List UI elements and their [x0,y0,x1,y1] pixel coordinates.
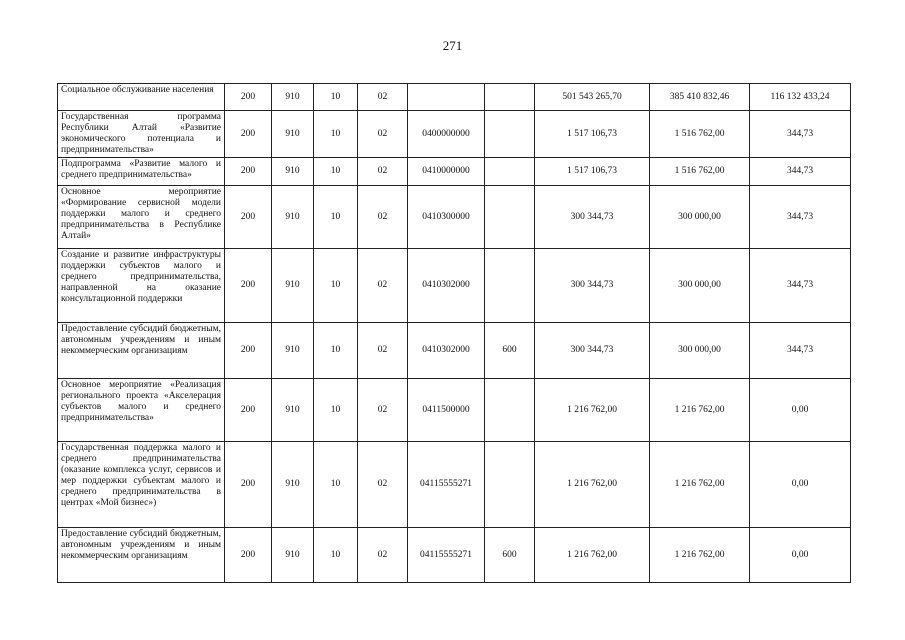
col-section-cell: 10 [314,323,358,379]
col-executed-cell: 300 000,00 [650,323,750,379]
col-executed-cell: 300 000,00 [650,249,750,323]
col-subsection-cell: 02 [358,186,408,249]
row-name-cell: Государственная поддержка малого и среднего предпринимательства (оказание комплекса услуг, сервисов и мер поддержки субъектам малого и среднего предпринимательства в центрах «Мой бизнес») [58,442,225,528]
col-rz-cell: 200 [225,84,272,111]
col-approved-cell: 501 543 265,70 [535,84,650,111]
col-subsection-cell: 02 [358,158,408,186]
col-target-article-cell: 0410302000 [408,249,485,323]
col-expense-type-cell [485,186,535,249]
col-target-article-cell [408,84,485,111]
col-executed-cell: 385 410 832,46 [650,84,750,111]
table-row [58,158,851,186]
col-subsection-cell: 02 [358,111,408,158]
col-grbs-cell: 910 [272,158,314,186]
col-target-article-cell: 04115555271 [408,442,485,528]
col-section-cell: 10 [314,249,358,323]
col-approved-cell: 1 216 762,00 [535,442,650,528]
col-unexecuted-cell: 0,00 [750,379,851,442]
col-unexecuted-cell: 344,73 [750,249,851,323]
col-executed-cell: 1 516 762,00 [650,158,750,186]
col-executed-cell: 1 516 762,00 [650,111,750,158]
col-executed-cell: 1 216 762,00 [650,379,750,442]
page-number: 271 [442,38,463,53]
col-unexecuted-cell: 0,00 [750,442,851,528]
col-unexecuted-cell: 344,73 [750,158,851,186]
col-approved-cell: 300 344,73 [535,323,650,379]
col-target-article-cell: 0410302000 [408,323,485,379]
col-section-cell: 10 [314,186,358,249]
col-expense-type-cell [485,158,535,186]
budget-table [57,83,851,583]
col-approved-cell: 1 216 762,00 [535,528,650,583]
col-expense-type-cell [485,442,535,528]
col-approved-cell: 300 344,73 [535,186,650,249]
col-executed-cell: 1 216 762,00 [650,442,750,528]
col-rz-cell: 200 [225,186,272,249]
col-expense-type-cell [485,379,535,442]
col-expense-type-cell [485,84,535,111]
col-rz-cell: 200 [225,442,272,528]
col-section-cell: 10 [314,528,358,583]
table-row [58,442,851,528]
row-name-cell: Подпрограмма «Развитие малого и среднего предпринимательства» [58,158,225,186]
row-name-cell: Предоставление субсидий бюджетным, автономным учреждениям и иным некоммерческим организациям [58,323,225,379]
col-section-cell: 10 [314,84,358,111]
col-section-cell: 10 [314,111,358,158]
col-target-article-cell: 0410300000 [408,186,485,249]
col-grbs-cell: 910 [272,528,314,583]
col-grbs-cell: 910 [272,186,314,249]
col-approved-cell: 1 517 106,73 [535,158,650,186]
col-subsection-cell: 02 [358,323,408,379]
row-name-cell: Предоставление субсидий бюджетным, автономным учреждениям и иным некоммерческим организациям [58,528,225,583]
table-row [58,249,851,323]
col-approved-cell: 1 517 106,73 [535,111,650,158]
row-name-cell: Социальное обслуживание населения [58,84,225,111]
col-unexecuted-cell: 0,00 [750,528,851,583]
col-grbs-cell: 910 [272,111,314,158]
col-unexecuted-cell: 344,73 [750,111,851,158]
row-name-cell: Создание и развитие инфраструктуры поддержки субъектов малого и среднего предпринимательства, направленной на оказание консультационной поддержки [58,249,225,323]
row-name-cell: Государственная программа Республики Алтай «Развитие экономического потенциала и предпринимательства» [58,111,225,158]
table-row [58,186,851,249]
col-section-cell: 10 [314,379,358,442]
col-rz-cell: 200 [225,249,272,323]
col-rz-cell: 200 [225,323,272,379]
col-grbs-cell: 910 [272,323,314,379]
col-target-article-cell: 0410000000 [408,158,485,186]
col-rz-cell: 200 [225,158,272,186]
col-expense-type-cell [485,111,535,158]
col-grbs-cell: 910 [272,442,314,528]
row-name-cell: Основное мероприятие «Формирование сервисной модели поддержки малого и среднего предпринимательства в Республике Алтай» [58,186,225,249]
col-unexecuted-cell: 116 132 433,24 [750,84,851,111]
col-expense-type-cell [485,249,535,323]
table-row [58,528,851,583]
col-rz-cell: 200 [225,528,272,583]
col-grbs-cell: 910 [272,379,314,442]
col-rz-cell: 200 [225,111,272,158]
table-row [58,379,851,442]
col-unexecuted-cell: 344,73 [750,323,851,379]
col-subsection-cell: 02 [358,84,408,111]
col-approved-cell: 1 216 762,00 [535,379,650,442]
col-target-article-cell: 0400000000 [408,111,485,158]
col-executed-cell: 1 216 762,00 [650,528,750,583]
col-expense-type-cell: 600 [485,528,535,583]
col-section-cell: 10 [314,442,358,528]
col-unexecuted-cell: 344,73 [750,186,851,249]
table-row [58,323,851,379]
table-row [58,111,851,158]
col-grbs-cell: 910 [272,249,314,323]
col-subsection-cell: 02 [358,528,408,583]
col-grbs-cell: 910 [272,84,314,111]
col-section-cell: 10 [314,158,358,186]
col-approved-cell: 300 344,73 [535,249,650,323]
col-target-article-cell: 0411500000 [408,379,485,442]
col-expense-type-cell: 600 [485,323,535,379]
col-subsection-cell: 02 [358,249,408,323]
col-subsection-cell: 02 [358,442,408,528]
col-rz-cell: 200 [225,379,272,442]
table-row [58,84,851,111]
col-subsection-cell: 02 [358,379,408,442]
row-name-cell: Основное мероприятие «Реализация регионального проекта «Акселерация субъектов малого и среднего предпринимательства» [58,379,225,442]
col-target-article-cell: 04115555271 [408,528,485,583]
col-executed-cell: 300 000,00 [650,186,750,249]
